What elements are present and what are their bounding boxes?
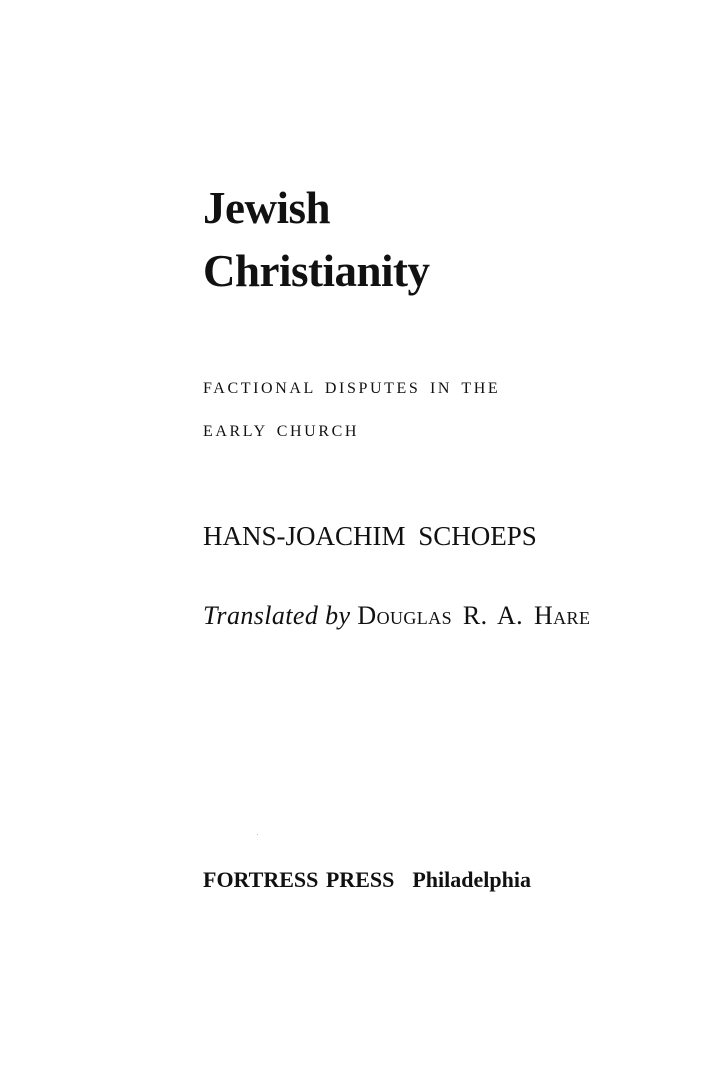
book-subtitle-line-1: FACTIONAL DISPUTES IN THE <box>203 380 501 397</box>
publisher-name: FORTRESS PRESS <box>203 867 395 892</box>
translator-name: Douglas R. A. Hare <box>357 601 591 630</box>
book-title-line-2: Christianity <box>203 246 430 296</box>
book-subtitle-line-2: EARLY CHURCH <box>203 423 360 440</box>
publisher-imprint <box>203 869 531 891</box>
print-speck <box>257 834 258 835</box>
publisher-city: Philadelphia <box>412 867 531 892</box>
author-name: HANS-JOACHIM SCHOEPS <box>203 521 537 551</box>
translated-by-label: Translated by <box>203 601 351 630</box>
book-title-line-1: Jewish <box>203 183 331 233</box>
translator-credit <box>203 603 590 629</box>
